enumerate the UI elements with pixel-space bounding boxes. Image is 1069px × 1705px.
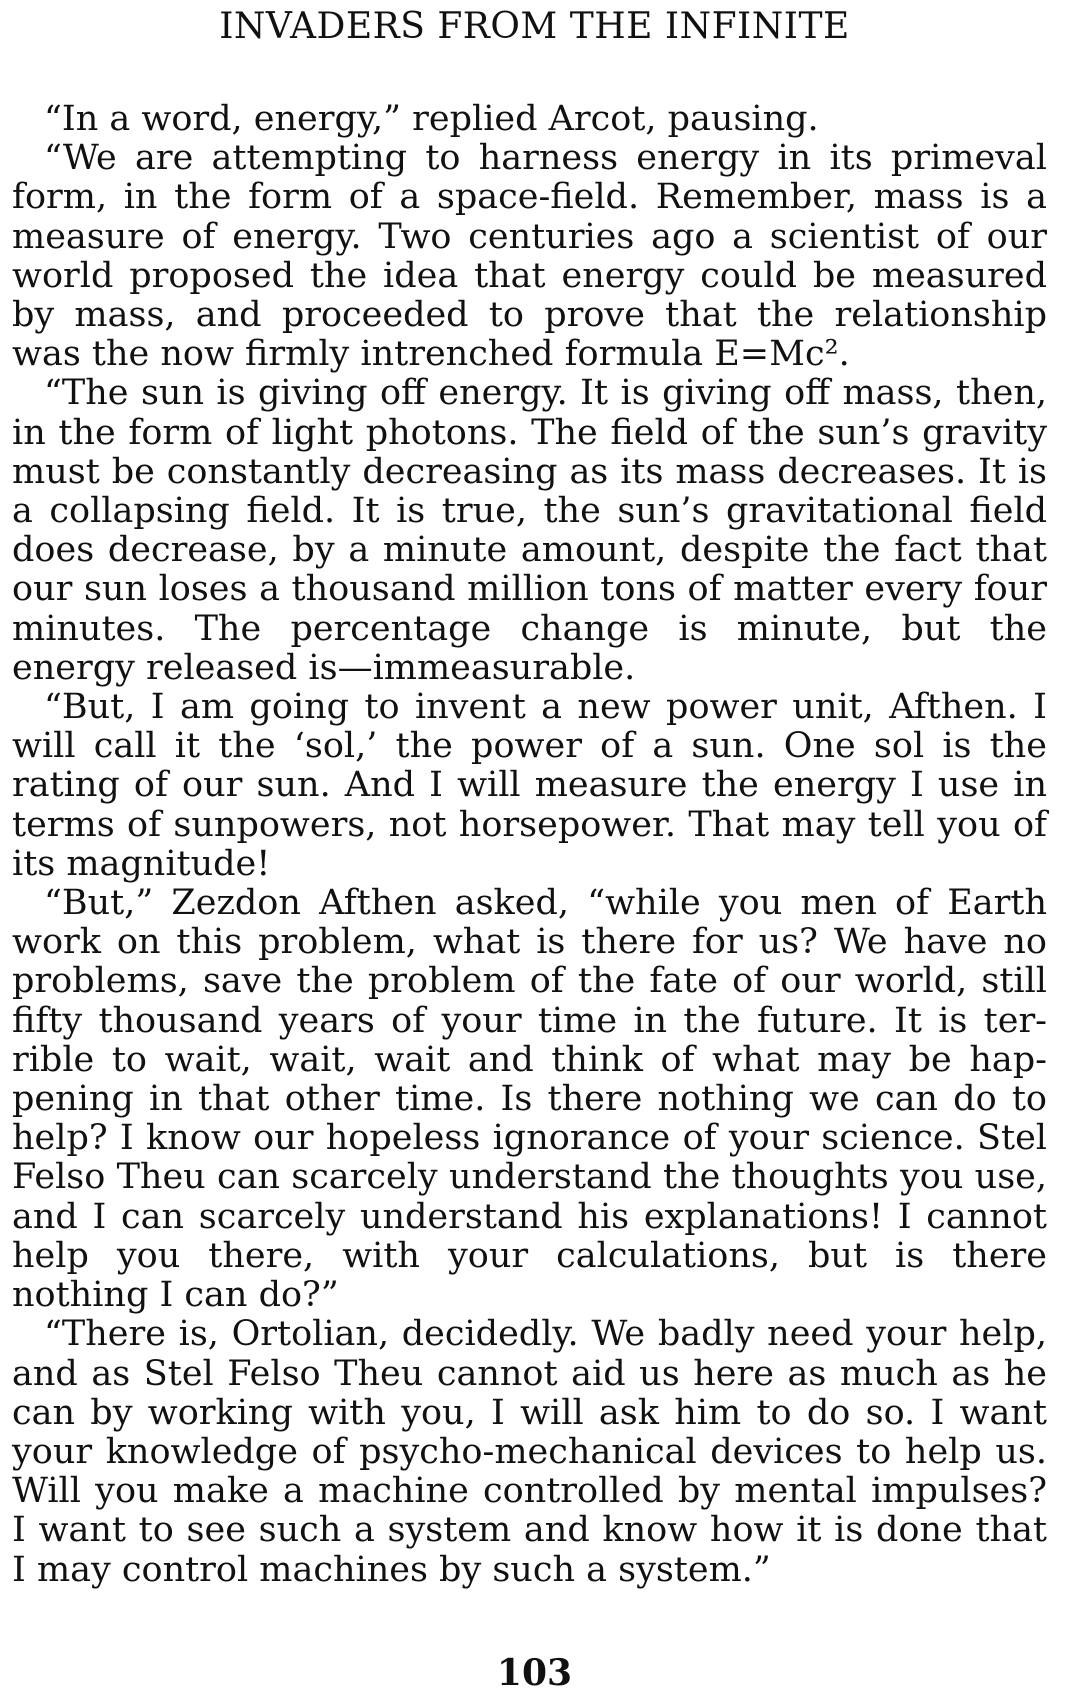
page-number: 103	[496, 1652, 573, 1694]
paragraph: “But,” Zezdon Afthen asked, “while you men of Earth work on this problem, what is there for us? We have no problems, save the problem of the fate of our world, still fifty thousand years of your time in the future. It is terrible to wait, wait, wait and think of what may be happening in that other time. Is there nothing we can do to help? I know our hopeless ignorance of your science. Stel Felso Theu can scarcely understand the thoughts you use, and I can scarcely understand his explanations! I cannot help you there, with your calculations, but is there nothing I can do?”	[12, 883, 1047, 1316]
paragraph: “But, I am going to invent a new power unit, Afthen. I will call it the ‘sol,’ the power of a sun. One sol is the rating of our sun. And I will measure the energy I use in terms of sunpowers, not horsepower. That may tell you of its magnitude!	[12, 687, 1047, 884]
paragraph: “We are attempting to harness energy in its primeval form, in the form of a space-field. Remember, mass is a measure of energy. Two centuries ago a scientist of our world proposed the idea that energy could be measured by mass, and proceeded to prove that the relationship was the now firmly intrenched formula E=Mc².	[12, 138, 1047, 375]
paragraph: “There is, Ortolian, decidedly. We badly need your help, and as Stel Felso Theu cannot aid us here as much as he can by working with you, I will ask him to do so. I want your knowledge of psycho-mechanical devices to help us. Will you make a machine controlled by mental impulses? I want to see such a system and know how it is done that I may control machines by such a system.”	[12, 1314, 1047, 1590]
paragraph: “The sun is giving off energy. It is giving off mass, then, in the form of light photons. The field of the sun’s gravity must be constantly decreasing as its mass decreases. It is a collapsing field. It is true, the sun’s gravitational field does decrease, by a minute amount, despite the fact that our sun loses a thousand million tons of matter every four minutes. The percentage change is minute, but the energy released is—immeasurable.	[12, 373, 1047, 688]
body-text	[12, 100, 1047, 1590]
paragraph: “In a word, energy,” replied Arcot, pausing.	[44, 99, 819, 139]
running-title: INVADERS FROM THE INFINITE	[219, 6, 850, 47]
